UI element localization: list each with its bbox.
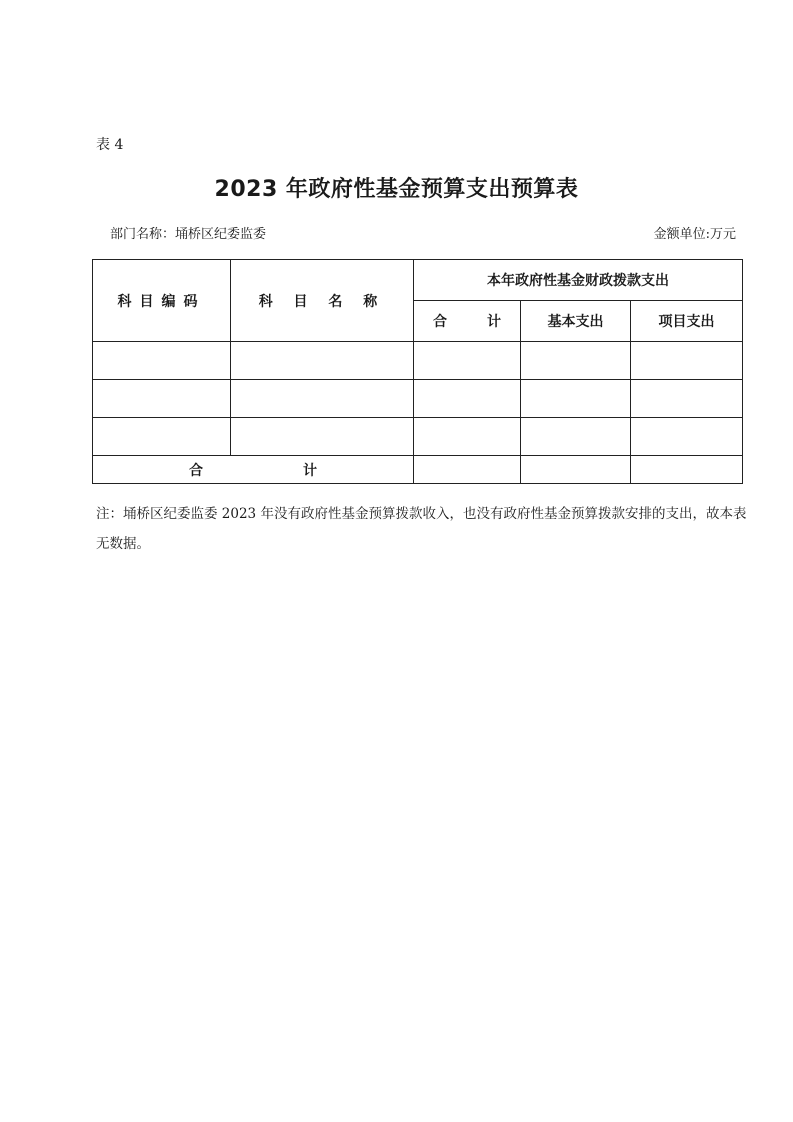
header-basic-expenditure xyxy=(521,301,631,342)
total-label-char-2: 计 xyxy=(303,462,317,479)
table-note: 注：埇桥区纪委监委 2023 年没有政府性基金预算拨款收入，也没有政府性基金预算拨款安排的支出，故本表无数据。 xyxy=(96,506,747,552)
header-subject-code-label: 科目编码 xyxy=(117,293,206,310)
total-value-total xyxy=(414,456,521,484)
cell-code xyxy=(93,380,231,418)
cell-code xyxy=(93,418,231,456)
header-fund-expenditure xyxy=(414,260,743,301)
cell-basic xyxy=(521,380,631,418)
cell-project xyxy=(631,380,743,418)
cell-name xyxy=(231,342,414,380)
header-subject-name-label: 科 目 名 称 xyxy=(258,293,386,310)
table-row xyxy=(93,418,743,456)
cell-basic xyxy=(521,342,631,380)
table-header-row xyxy=(93,260,743,301)
cell-basic xyxy=(521,418,631,456)
header-subject-code xyxy=(93,260,231,342)
header-project-expenditure-label: 项目支出 xyxy=(658,314,715,330)
page-title: 2023 年政府性基金预算支出预算表 xyxy=(214,177,579,202)
cell-total xyxy=(414,418,521,456)
header-total-char-1: 合 xyxy=(433,314,447,330)
header-total xyxy=(414,301,521,342)
table-row xyxy=(93,342,743,380)
table-total-row xyxy=(93,456,743,484)
cell-project xyxy=(631,342,743,380)
cell-project xyxy=(631,418,743,456)
header-fund-expenditure-label: 本年政府性基金财政拨款支出 xyxy=(487,273,669,289)
amount-unit: 金额单位:万元 xyxy=(653,227,736,242)
total-label-cell xyxy=(93,456,414,484)
cell-code xyxy=(93,342,231,380)
table-number-label: 表 4 xyxy=(96,137,124,153)
budget-table xyxy=(92,259,743,484)
table-row xyxy=(93,380,743,418)
header-subject-name xyxy=(231,260,414,342)
cell-name xyxy=(231,418,414,456)
header-project-expenditure xyxy=(631,301,743,342)
cell-total xyxy=(414,342,521,380)
cell-name xyxy=(231,380,414,418)
department-name: 部门名称：埇桥区纪委监委 xyxy=(110,227,267,242)
header-basic-expenditure-label: 基本支出 xyxy=(547,314,604,330)
cell-total xyxy=(414,380,521,418)
total-label-char-1: 合 xyxy=(189,462,203,479)
total-value-basic xyxy=(521,456,631,484)
total-value-project xyxy=(631,456,743,484)
header-total-char-2: 计 xyxy=(487,314,501,330)
